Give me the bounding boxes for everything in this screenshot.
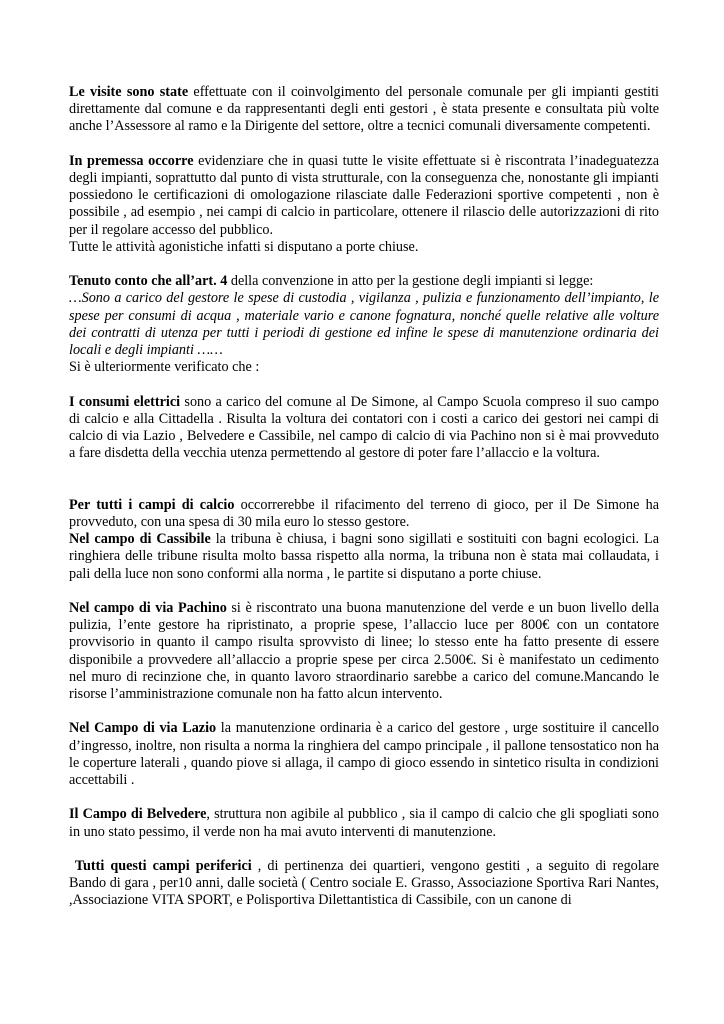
text-verificato: Si è ulteriormente verificato che : [69,359,260,376]
text-periferici: , di pertinenza dei quartieri, vengono gestiti , a seguito di regolare Bando di gara , per10 anni, dalle società ( Centro sociale E. Grasso, Associazione Sportiva Rari Nantes, ,Associazione VITA SPORT, e Polisportiva Dilettantistica di Cassibile, con un canone di [69,858,660,909]
text-convenzione: della convenzione in atto per la gestione degli impianti si legge: [227,273,594,290]
heading-pachino: Nel campo di via Pachino [69,600,227,617]
paragraph-lazio [69,720,659,789]
paragraph-consumi [69,394,659,463]
text-pachino: si è riscontrato una buona manutenzione del verde e un buon livello della pulizia, l’ente gestore ha ripristinato, a proprie spese, l’allaccio luce per 800€ con un contatore provvisorio in quanto il campo risulta sprovvisto di linee; lo stesso ente ha fatto presente di essere disponibile a provvedere all’allaccio a proprie spese per circa 2.500€. Si è manifestato un cedimento nel muro di recinzione che, in quanto lavoro straordinario sarebbe a carico del comune.Mancando le risorse l’amministrazione comunale non ha fatto alcun intervento. [69,600,660,703]
paragraph-pachino [69,600,659,703]
paragraph-convenzione [69,273,659,376]
heading-convenzione: Tenuto conto che all’art. 4 [69,273,228,290]
heading-consumi: I consumi elettrici [69,393,181,410]
text-lazio: la manutenzione ordinaria è a carico del gestore , urge sostituire il cancello d’ingresso, inoltre, non risulta a norma la ringhiera del campo principale , il pallone tensostatico non ha le coperture laterali , quando piove si allaga, il campo di gioco essendo in sintetico risulta in condizioni accettabili . [69,720,659,789]
heading-visite: Le visite sono state [69,84,189,100]
heading-belvedere: Il Campo di Belvedere [69,806,207,823]
text-campi-calcio: occorrerebbe il rifacimento del terreno di gioco, per il De Simone ha provveduto, con una spesa di 30 mila euro lo stesso gestore. [69,496,659,531]
heading-cassibile: Nel campo di Cassibile [69,531,211,548]
text-cassibile: la tribuna è chiusa, i bagni sono sigillati e sostituiti con bagni ecologici. La ringhiera delle tribune risulta molto bassa rispetto alla norma, la tribuna non è stata mai collaudata, i pali della luce non sono conformi alla norma , le partite si disputano a porte chiuse. [69,531,660,582]
quote-convenzione: …Sono a carico del gestore le spese di custodia , vigilanza , pulizia e funzionamento dell’impianto, le spese per consumi di acqua , materiale vario e canone fognatura, nonché quelle relative alle volture dei contratti di utenza per tutti i periodi di gestione ed infine le spese di manutenzione ordinaria dei locali e degli impianti …… [69,290,659,359]
paragraph-premessa [69,153,659,256]
text-consumi: sono a carico del comune al De Simone, al Campo Scuola compreso il suo campo di calcio e alla Cittadella . Risulta la voltura dei contatori con i costi a carico dei gestori nei campi di calcio di via Lazio , Belvedere e Cassibile, nel campo di calcio di via Pachino non si è mai provveduto a fare disdetta della vecchia utenza permettendo al gestore di poter fare l’allaccio e la voltura. [69,393,660,462]
text-porte-chiuse: Tutte le attività agonistiche infatti si disputano a porte chiuse. [69,238,419,255]
document-page [69,84,659,910]
paragraph-belvedere [69,806,659,840]
paragraph-campi-calcio [69,497,659,583]
heading-lazio: Nel Campo di via Lazio [69,720,217,737]
heading-premessa: In premessa occorre [69,152,194,169]
lead-periferici: T [69,858,83,875]
text-belvedere: , struttura non agibile al pubblico , sia il campo di calcio che gli spogliati sono in uno stato pessimo, il verde non ha mai avuto interventi di manutenzione. [69,806,659,840]
text-premessa: evidenziare che in quasi tutte le visite effettuate si è riscontrata l’inadeguatezza degli impianti, soprattutto dal punto di vista strutturale, con la conseguenza che, nonostante gli impianti possiedono le certificazioni di omologazione rilasciate dalle Federazioni sportive competenti , non è possibile , ad esempio , nei campi di calcio in particolare, ottenere il rilascio delle autorizzazioni di rito per il regolare accesso del pubblico. [69,152,659,238]
heading-periferici: utti questi campi periferici [82,858,252,875]
text-visite: effettuate con il coinvolgimento del personale comunale per gli impianti gestiti direttamente dal comune e da rappresentanti degli enti gestori , è stata presente e consultata più volte anche l’Assessore al ramo e la Dirigente del settore, oltre a tecnici comunali diversamente competenti. [69,84,659,135]
paragraph-periferici [69,858,659,910]
heading-campi-calcio: Per tutti i campi di calcio [69,496,235,513]
paragraph-visite [69,84,659,136]
